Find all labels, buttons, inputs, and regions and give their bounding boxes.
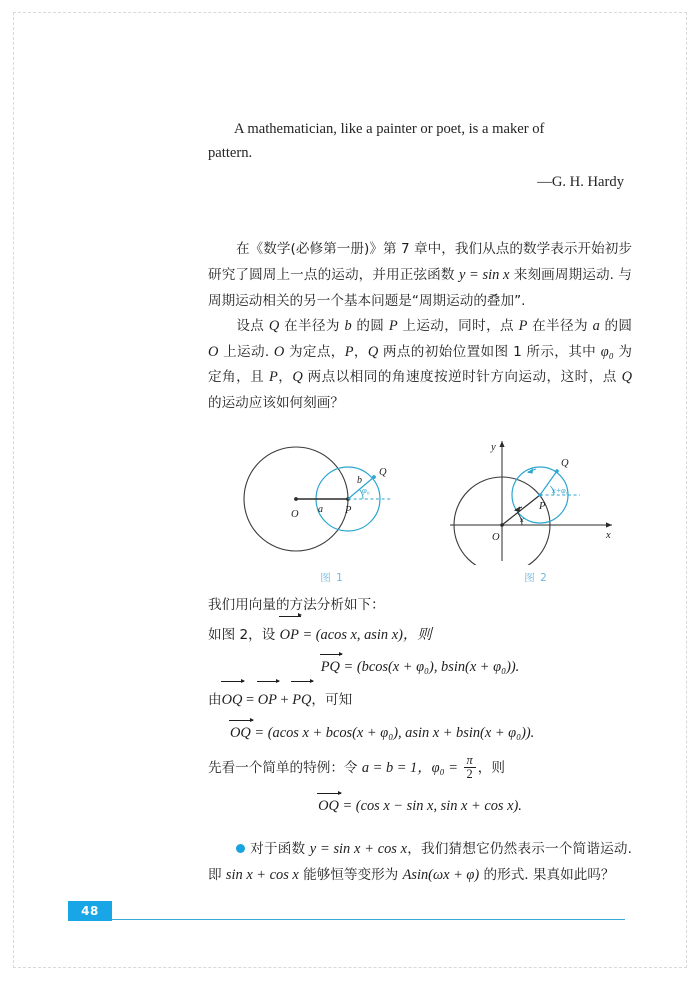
para2-t8: 为定点， — [284, 343, 345, 360]
figure1-label-P: P — [345, 504, 352, 516]
vector-method-text: 我们用向量的方法分析如下： — [208, 596, 385, 613]
para3-t4: 的形式. 果真如此吗？ — [479, 866, 615, 883]
page-content — [208, 118, 632, 888]
epigraph-line-2: pattern. — [208, 144, 253, 161]
figure1-label-a: a — [318, 503, 323, 515]
OQ-sum-plus: + — [276, 692, 293, 709]
figure2-point-O — [500, 523, 504, 527]
special-case-suffix: ，则 — [477, 760, 505, 777]
para2-t9: ， — [353, 343, 368, 360]
para3-m1: y = sin x + cos x — [309, 841, 408, 858]
para1-text-1: 在《数学(必修第一册)》第 7 章中，我们从点的数学表示开始初步研究了圆周上一点的运动，并用正弦函数 — [208, 241, 632, 283]
para2-t5: 在半径为 — [527, 318, 593, 335]
figure2-x-arrow — [606, 522, 612, 527]
vector-PQ: PQ — [292, 685, 311, 715]
fraction-pi-over-2 — [464, 754, 476, 782]
page-footer — [68, 901, 628, 925]
figure1-label-Q: Q — [379, 466, 387, 478]
para3-t2: ，我们猜想它仍然表示一个简谐运动. 即 — [208, 841, 632, 883]
para3-m3: Asin(ωx + φ) — [402, 866, 480, 883]
footer-rule — [112, 919, 625, 920]
figure1-point-Q — [372, 475, 376, 479]
equation-OQ-rhs: = (acos x + bcos(x + φ₀), asin x + bsin(x + φ₀)). — [250, 725, 535, 742]
equation-PQ — [208, 658, 632, 676]
equation-OQ — [208, 724, 632, 742]
para2-m12: Q — [292, 369, 303, 386]
equation-OQ-special — [208, 797, 632, 815]
figure-group — [208, 433, 632, 585]
para2-t6: 的圆 — [599, 318, 632, 335]
vector-OP: OP — [280, 620, 299, 650]
figure1-label-O: O — [291, 508, 299, 520]
para2-t3: 的圆 — [351, 318, 389, 335]
figure2-y-arrow — [499, 441, 504, 447]
paragraph-setup — [208, 314, 632, 417]
OQ-sum-prefix: 由 — [208, 692, 222, 709]
figure2-label-Q: Q — [561, 457, 569, 469]
para3-t3: 能够恒等变形为 — [298, 866, 403, 883]
para2-m7: O — [273, 343, 285, 360]
vector-OP: OP — [258, 685, 277, 715]
figure-2 — [440, 433, 632, 585]
para2-t11: 为定角，且 — [208, 343, 632, 386]
page-number-badge: 48 — [68, 901, 112, 921]
para2-m13: Q — [621, 369, 633, 386]
para2-t10: 两点的初始位置如图 1 所示，其中 — [378, 343, 601, 360]
vector-PQ: PQ — [320, 659, 340, 676]
para2-m1: Q — [268, 318, 280, 335]
OQ-sum-eq: = — [242, 692, 258, 709]
figure-2-caption: 图 2 — [524, 571, 548, 584]
figure2-label-x-axis: x — [606, 529, 611, 541]
figure-1-svg — [234, 433, 430, 565]
para2-m8: P — [344, 343, 354, 360]
figure-1-caption: 图 1 — [320, 571, 344, 584]
figure2-label-P: P — [539, 500, 546, 512]
line-set-OP — [208, 620, 632, 650]
fraction-denominator: 2 — [464, 767, 476, 781]
figure1-label-phi0: φ₀ — [362, 484, 370, 495]
para2-m6: O — [208, 343, 219, 360]
para1-text-2: 来刻画周期运动. 与周期运动相关的另一个基本问题是“周期运动的叠加”. — [208, 266, 632, 309]
para2-m3: P — [388, 318, 398, 335]
paragraph-conjecture — [208, 837, 632, 888]
vector-OQ: OQ — [230, 725, 251, 742]
para2-m11: P — [269, 369, 278, 386]
figure2-point-Q — [555, 469, 559, 473]
vector-OQ: OQ — [222, 685, 243, 715]
line-special-case — [208, 754, 632, 783]
set-OP-rhs: = (acos x, asin x)，则 — [298, 626, 432, 643]
OQ-sum-suffix: ，可知 — [311, 692, 353, 709]
figure2-label-O: O — [492, 531, 500, 543]
para3-m2: sin x + cos x — [225, 866, 299, 883]
line-vector-method — [208, 591, 632, 620]
para2-m2: b — [344, 318, 352, 335]
para3-t1: 对于函数 — [250, 841, 310, 858]
figure-2-svg — [440, 433, 632, 565]
para2-m5: a — [592, 318, 600, 335]
figure2-label-angle-x: x — [520, 513, 524, 524]
para2-t13: 两点以相同的角速度按逆时针方向运动，这时，点 — [302, 369, 622, 386]
para2-m4: P — [518, 318, 528, 335]
figure2-label-y-axis: y — [491, 441, 496, 453]
figure2-label-angle-xphi: x+φ₀ — [552, 485, 569, 495]
epigraph — [208, 118, 632, 165]
para1-math-1: y = sin x — [458, 266, 510, 283]
equation-PQ-rhs: = (bcos(x + φ₀), bsin(x + φ₀)). — [339, 659, 520, 676]
paragraph-intro — [208, 237, 632, 314]
line-OQ-sum — [208, 685, 632, 715]
para2-m9: Q — [367, 343, 379, 360]
para2-t4: 上运动，同时，点 — [397, 318, 519, 335]
para2-t7: 上运动. — [218, 343, 274, 360]
para2-t2: 在半径为 — [279, 318, 345, 335]
para2-t14: 的运动应该如何刻画？ — [208, 395, 344, 412]
fraction-numerator: π — [466, 753, 473, 767]
equation-OQ-special-rhs: = (cos x − sin x, sin x + cos x). — [338, 798, 522, 815]
epigraph-line-1: A mathematician, like a painter or poet, is a maker of — [234, 121, 545, 137]
figure1-label-b: b — [357, 474, 362, 486]
para2-t1: 设点 — [236, 318, 269, 335]
special-case-values: a = b = 1，φ₀ = — [361, 760, 462, 777]
para2-t12: ， — [277, 369, 293, 386]
set-OP-prefix: 如图 2，设 — [208, 626, 280, 643]
figure-1 — [234, 433, 430, 585]
para2-m10: φ₀ — [600, 343, 614, 360]
vector-OQ: OQ — [318, 798, 339, 815]
epigraph-attribution: —G. H. Hardy — [537, 174, 624, 191]
special-case-prefix: 先看一个简单的特例：令 — [208, 760, 362, 777]
bullet-dot-icon — [236, 844, 245, 853]
figure1-point-O — [294, 497, 298, 501]
